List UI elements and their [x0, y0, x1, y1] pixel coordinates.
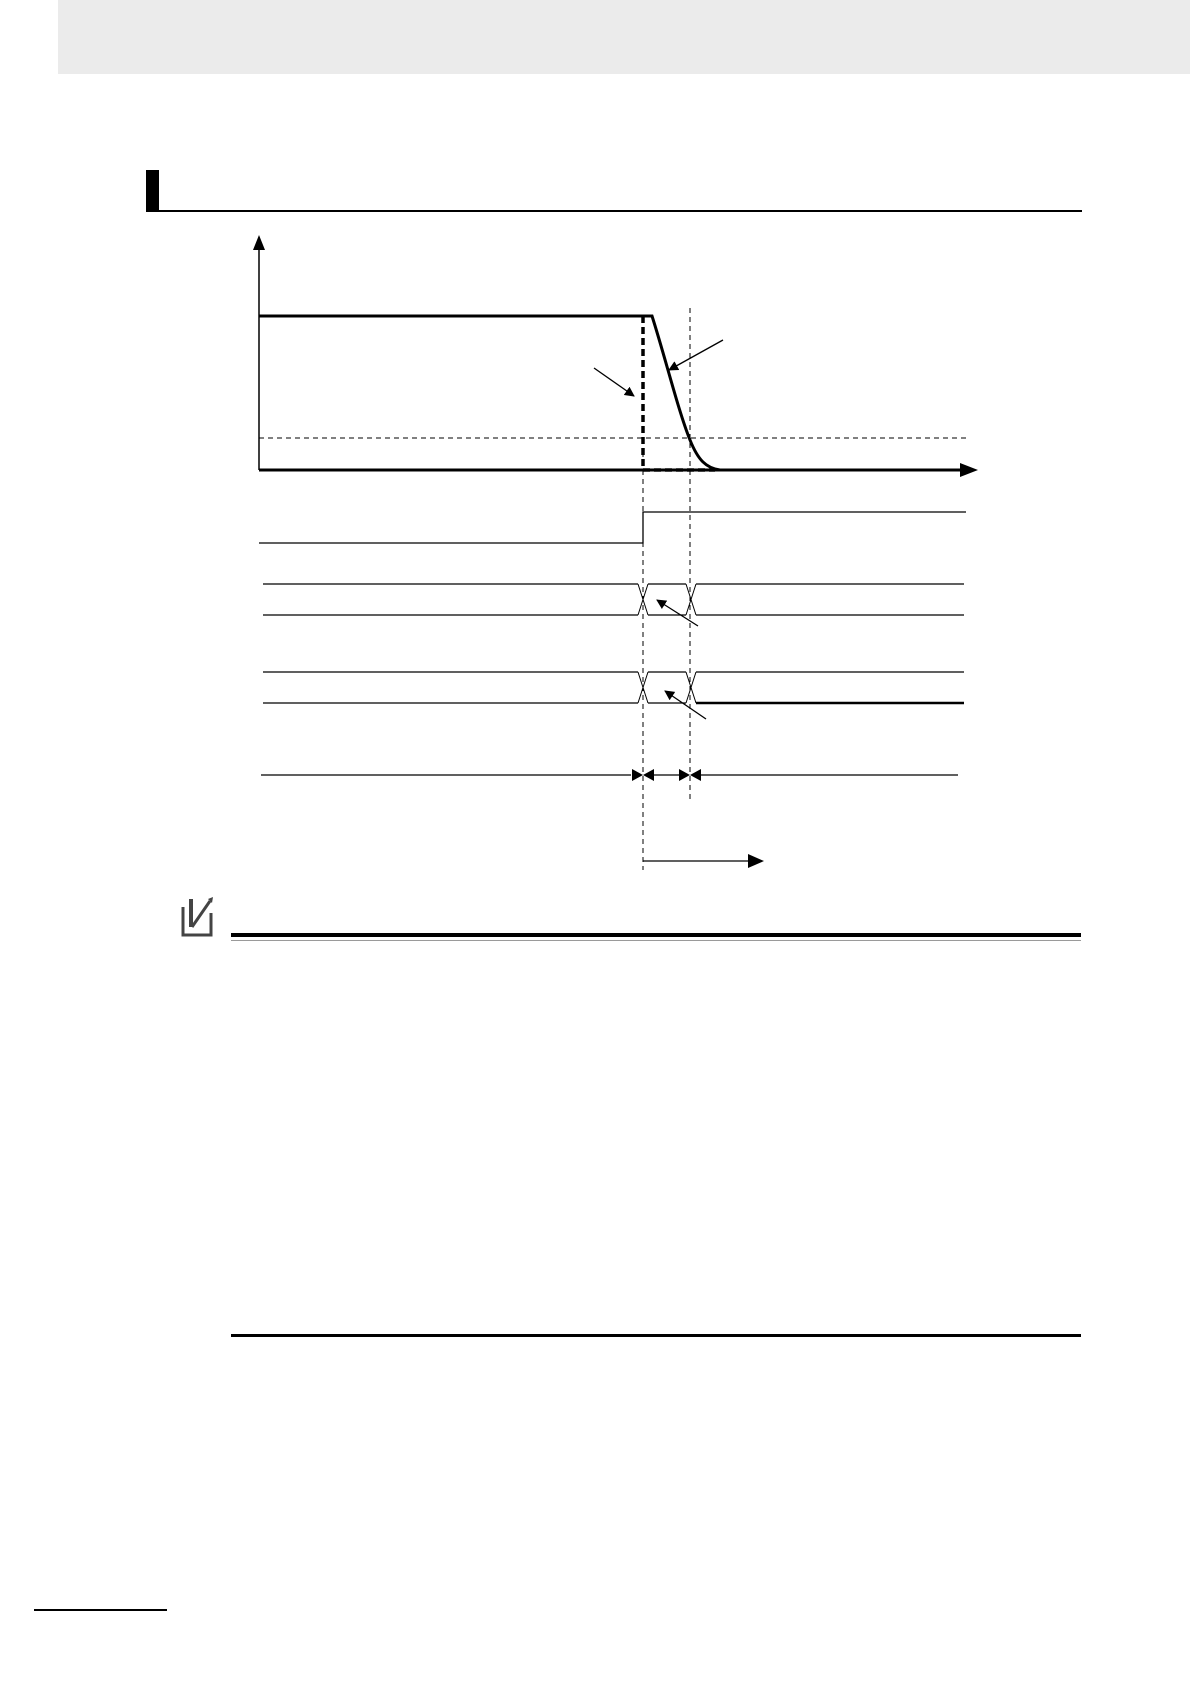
arrow-icon [669, 340, 723, 370]
status-bus-2 [263, 672, 964, 703]
input-signal-line [259, 512, 966, 543]
arrow-icon [665, 691, 706, 719]
footer-rule [34, 1609, 167, 1611]
time-interval-bar [261, 769, 958, 781]
speed-curve-command-stop [643, 316, 715, 470]
precautions-rule-top [231, 933, 1081, 937]
arrow-icon [594, 368, 634, 396]
speed-curve-actual [259, 316, 964, 470]
time-direction-arrow [643, 854, 764, 868]
precautions-pencil-icon [180, 895, 216, 937]
precautions-rule-top-thin [231, 940, 1081, 941]
precautions-rule-bottom [231, 1334, 1081, 1337]
arrow-icon [657, 600, 698, 626]
status-bus-1 [263, 584, 964, 615]
speed-axis [253, 235, 978, 477]
